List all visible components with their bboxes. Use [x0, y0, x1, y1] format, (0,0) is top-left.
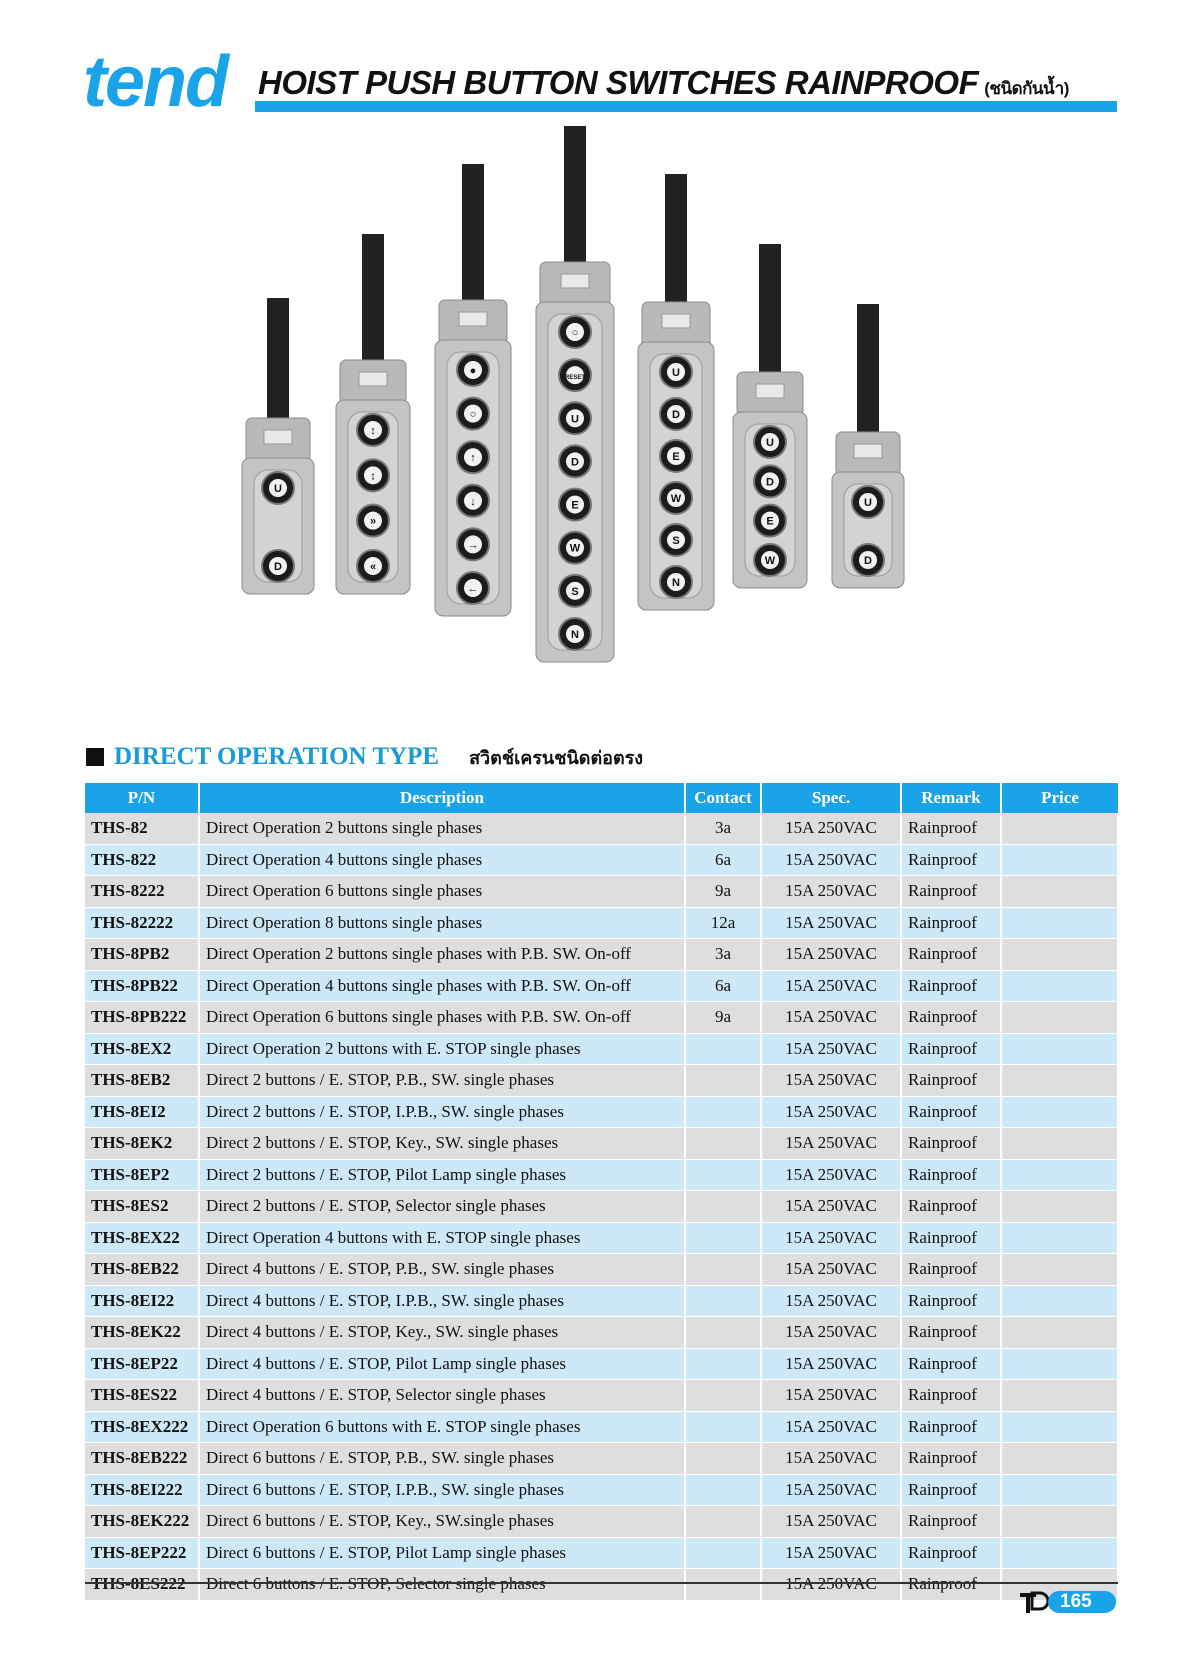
- cell-contact: [685, 1128, 761, 1160]
- cell-spec: 15A 250VAC: [761, 1537, 901, 1569]
- pendant-button-label: U: [571, 413, 579, 426]
- cell-spec: 15A 250VAC: [761, 1285, 901, 1317]
- cell-remark: Rainproof: [901, 1096, 1001, 1128]
- pendant-button-label: ←: [467, 583, 479, 595]
- cell-description: Direct Operation 6 buttons single phases: [199, 876, 685, 908]
- cell-price: [1001, 1348, 1118, 1380]
- cell-spec: 15A 250VAC: [761, 939, 901, 971]
- cell-price: [1001, 907, 1118, 939]
- pendant-1: [242, 298, 314, 594]
- pendant-button-label: U: [672, 367, 680, 379]
- cell-remark: Rainproof: [901, 813, 1001, 844]
- cell-pn: THS-8EP22: [85, 1348, 199, 1380]
- cell-spec: 15A 250VAC: [761, 1096, 901, 1128]
- table-row: [85, 844, 1118, 876]
- cell-price: [1001, 1222, 1118, 1254]
- table-row: [85, 1191, 1118, 1223]
- cell-spec: 15A 250VAC: [761, 1191, 901, 1223]
- cell-pn: THS-8EK222: [85, 1506, 199, 1538]
- table-row: [85, 1159, 1118, 1191]
- pendant-button-label: ○: [469, 408, 477, 421]
- table-row: [85, 1411, 1118, 1443]
- header-price: Price: [1001, 783, 1118, 813]
- header-contact: Contact: [685, 783, 761, 813]
- pendant-button: [852, 486, 884, 518]
- cell-price: [1001, 1096, 1118, 1128]
- header-pn: P/N: [85, 783, 199, 813]
- pendant-5: [638, 174, 714, 610]
- cell-contact: [685, 1537, 761, 1569]
- cell-price: [1001, 813, 1118, 844]
- cell-spec: 15A 250VAC: [761, 1222, 901, 1254]
- cell-remark: Rainproof: [901, 1348, 1001, 1380]
- cell-remark: Rainproof: [901, 844, 1001, 876]
- cell-pn: THS-8EB2: [85, 1065, 199, 1097]
- pendant-button-label: «: [369, 561, 377, 573]
- cell-remark: Rainproof: [901, 1285, 1001, 1317]
- cell-pn: THS-8EB22: [85, 1254, 199, 1286]
- cell-contact: [685, 1285, 761, 1317]
- cell-contact: [685, 1096, 761, 1128]
- cell-price: [1001, 876, 1118, 908]
- cell-description: Direct 2 buttons / E. STOP, Key., SW. single phases: [199, 1128, 685, 1160]
- cell-price: [1001, 1411, 1118, 1443]
- header-spec: Spec.: [761, 783, 901, 813]
- section-heading: [86, 742, 643, 772]
- pendant-button: [457, 398, 489, 430]
- brand-logo: tend: [83, 42, 227, 122]
- cell-pn: THS-8PB22: [85, 970, 199, 1002]
- cell-description: Direct 4 buttons / E. STOP, Pilot Lamp single phases: [199, 1348, 685, 1380]
- pendant-button-label: E: [766, 515, 774, 528]
- cell-contact: [685, 1380, 761, 1412]
- pendant-button-label: W: [670, 493, 682, 505]
- pendant-button-label: »: [369, 515, 377, 528]
- cell-spec: 15A 250VAC: [761, 1506, 901, 1538]
- table-row: [85, 1002, 1118, 1034]
- pendant-button-label: ↕: [370, 470, 376, 483]
- table-row: [85, 1569, 1118, 1601]
- cell-description: Direct Operation 2 buttons single phases with P.B. SW. On-off: [199, 939, 685, 971]
- cell-description: Direct 2 buttons / E. STOP, I.P.B., SW. single phases: [199, 1096, 685, 1128]
- pendant-button-label: N: [672, 577, 680, 589]
- page-number-badge: [1018, 1590, 1118, 1616]
- cell-spec: 15A 250VAC: [761, 1411, 901, 1443]
- cell-price: [1001, 1506, 1118, 1538]
- cell-contact: [685, 1506, 761, 1538]
- cell-pn: THS-8ES2: [85, 1191, 199, 1223]
- cell-description: Direct 4 buttons / E. STOP, I.P.B., SW. single phases: [199, 1285, 685, 1317]
- pendant-6: [733, 244, 807, 588]
- cell-description: Direct 2 buttons / E. STOP, Pilot Lamp single phases: [199, 1159, 685, 1191]
- cell-remark: Rainproof: [901, 1222, 1001, 1254]
- cell-pn: THS-8PB2: [85, 939, 199, 971]
- pendant-button-label: ●: [469, 365, 477, 377]
- cell-pn: THS-8EX22: [85, 1222, 199, 1254]
- pendant-button: [852, 544, 884, 576]
- pendant-button: [559, 445, 591, 477]
- cell-price: [1001, 1317, 1118, 1349]
- table-row: [85, 1506, 1118, 1538]
- pendant-button: [559, 402, 591, 434]
- pendant-button: [457, 572, 489, 604]
- page-title-text: HOIST PUSH BUTTON SWITCHES RAINPROOF: [258, 64, 979, 101]
- cell-spec: [761, 1569, 901, 1601]
- table-body: [85, 813, 1118, 1600]
- pendant-button-label: W: [569, 542, 581, 555]
- pendant-button: [754, 465, 786, 497]
- cell-remark: Rainproof: [901, 970, 1001, 1002]
- cell-description: Direct Operation 4 buttons with E. STOP single phases: [199, 1222, 685, 1254]
- pendant-button: [262, 550, 294, 582]
- cell-contact: 6a: [685, 844, 761, 876]
- cell-remark: Rainproof: [901, 1537, 1001, 1569]
- cell-pn: THS-8EB222: [85, 1443, 199, 1475]
- table-row: [85, 1443, 1118, 1475]
- pendant-button: [660, 356, 692, 388]
- cell-description: Direct 6 buttons / E. STOP, I.P.B., SW. single phases: [199, 1474, 685, 1506]
- section-bullet-icon: [86, 748, 104, 766]
- cell-pn: THS-822: [85, 844, 199, 876]
- pendant-button-label: D: [766, 476, 774, 489]
- table-row: [85, 1537, 1118, 1569]
- cell-pn: THS-8EP222: [85, 1537, 199, 1569]
- cell-description: Direct 4 buttons / E. STOP, P.B., SW. single phases: [199, 1254, 685, 1286]
- cell-pn: THS-8EP2: [85, 1159, 199, 1191]
- table-row: [85, 1096, 1118, 1128]
- cell-remark: Rainproof: [901, 1065, 1001, 1097]
- pendant-2: [336, 234, 410, 594]
- cell-contact: 9a: [685, 876, 761, 908]
- cell-price: [1001, 1443, 1118, 1475]
- cell-pn: THS-82222: [85, 907, 199, 939]
- pendant-button: [754, 505, 786, 537]
- cell-contact: [685, 1474, 761, 1506]
- cell-contact: 12a: [685, 907, 761, 939]
- pendant-button: [357, 459, 389, 491]
- cell-description: [199, 1569, 685, 1601]
- pendant-button-label: E: [571, 499, 579, 512]
- cell-remark: Rainproof: [901, 939, 1001, 971]
- cell-spec: 15A 250VAC: [761, 813, 901, 844]
- tp-logo-icon: [1018, 1590, 1052, 1616]
- pendant-4: [536, 126, 614, 662]
- cell-remark: Rainproof: [901, 876, 1001, 908]
- cell-description: Direct Operation 4 buttons single phases: [199, 844, 685, 876]
- cell-remark: Rainproof: [901, 1506, 1001, 1538]
- cell-spec: 15A 250VAC: [761, 1474, 901, 1506]
- table-row: [85, 907, 1118, 939]
- cell-remark: [901, 1569, 1001, 1601]
- pendant-button: [559, 359, 591, 391]
- cell-price: [1001, 939, 1118, 971]
- table-row: [85, 1128, 1118, 1160]
- table-row: [85, 939, 1118, 971]
- pendant-button: [559, 489, 591, 521]
- section-title: DIRECT OPERATION TYPE: [114, 743, 440, 770]
- table-row: [85, 813, 1118, 844]
- cell-description: Direct Operation 6 buttons single phases with P.B. SW. On-off: [199, 1002, 685, 1034]
- cell-price: [1001, 1285, 1118, 1317]
- cell-contact: [685, 1411, 761, 1443]
- cell-description: Direct 4 buttons / E. STOP, Selector single phases: [199, 1380, 685, 1412]
- table-bottom-rule: [85, 1582, 1118, 1584]
- cell-remark: Rainproof: [901, 1033, 1001, 1065]
- pendant-button-label: D: [864, 555, 872, 567]
- cell-price: [1001, 1033, 1118, 1065]
- cell-price: [1001, 1254, 1118, 1286]
- cell-price: [1001, 844, 1118, 876]
- pendant-button: [660, 440, 692, 472]
- cell-remark: Rainproof: [901, 1191, 1001, 1223]
- pendant-button-label: U: [274, 483, 282, 495]
- cell-description: Direct Operation 4 buttons single phases with P.B. SW. On-off: [199, 970, 685, 1002]
- cell-description: Direct Operation 6 buttons with E. STOP single phases: [199, 1411, 685, 1443]
- cell-contact: [685, 1254, 761, 1286]
- table-row: [85, 876, 1118, 908]
- cell-spec: 15A 250VAC: [761, 1348, 901, 1380]
- cell-contact: [685, 1317, 761, 1349]
- table-row: [85, 970, 1118, 1002]
- header-remark: Remark: [901, 783, 1001, 813]
- cell-description: Direct Operation 2 buttons single phases: [199, 813, 685, 844]
- pendant-button: [754, 544, 786, 576]
- pendant-button-label: D: [571, 456, 579, 469]
- pendant-button: [559, 532, 591, 564]
- cell-contact: [685, 1191, 761, 1223]
- table-row: [85, 1033, 1118, 1065]
- cell-spec: 15A 250VAC: [761, 1128, 901, 1160]
- cell-contact: 6a: [685, 970, 761, 1002]
- pendant-button: [457, 441, 489, 473]
- pendant-button-label: W: [764, 555, 776, 567]
- cell-price: [1001, 970, 1118, 1002]
- cell-remark: Rainproof: [901, 1411, 1001, 1443]
- table-row: [85, 1317, 1118, 1349]
- pendant-button: [754, 426, 786, 458]
- cell-contact: [685, 1222, 761, 1254]
- pendant-button: [357, 414, 389, 446]
- cell-spec: 15A 250VAC: [761, 1254, 901, 1286]
- cell-spec: 15A 250VAC: [761, 844, 901, 876]
- pendant-button: [457, 485, 489, 517]
- table-row: [85, 1348, 1118, 1380]
- cell-pn: THS-8EK2: [85, 1128, 199, 1160]
- cell-remark: Rainproof: [901, 1128, 1001, 1160]
- page-title: [258, 64, 1069, 102]
- cell-contact: [685, 1443, 761, 1475]
- pendant-button: [357, 505, 389, 537]
- pendant-button-label: U: [864, 497, 872, 509]
- table-row: [85, 1065, 1118, 1097]
- cell-price: [1001, 1380, 1118, 1412]
- cell-contact: 3a: [685, 939, 761, 971]
- pendant-button: [559, 575, 591, 607]
- pendant-button-label: S: [672, 535, 680, 547]
- cell-contact: [685, 1033, 761, 1065]
- cell-price: [1001, 1128, 1118, 1160]
- header-description: Description: [199, 783, 685, 813]
- cell-pn: THS-8EK22: [85, 1317, 199, 1349]
- pendant-button-label: ↕: [370, 425, 376, 437]
- cell-description: Direct Operation 8 buttons single phases: [199, 907, 685, 939]
- page-number: 165: [1060, 1591, 1092, 1612]
- cell-description: Direct 2 buttons / E. STOP, Selector single phases: [199, 1191, 685, 1223]
- pendant-button: [457, 528, 489, 560]
- cell-pn: THS-8EX2: [85, 1033, 199, 1065]
- cell-contact: [685, 1065, 761, 1097]
- table-row: [85, 1222, 1118, 1254]
- cell-remark: Rainproof: [901, 1002, 1001, 1034]
- cell-price: [1001, 1474, 1118, 1506]
- pendant-button: [660, 398, 692, 430]
- cell-remark: Rainproof: [901, 1317, 1001, 1349]
- pendant-button-label: S: [571, 585, 579, 598]
- cell-pn: THS-8EI2: [85, 1096, 199, 1128]
- table-row: [85, 1380, 1118, 1412]
- cell-pn: THS-8PB222: [85, 1002, 199, 1034]
- cell-remark: Rainproof: [901, 1474, 1001, 1506]
- table-row: [85, 1254, 1118, 1286]
- pendant-button-label: →: [467, 539, 479, 552]
- cell-description: Direct 6 buttons / E. STOP, Key., SW.single phases: [199, 1506, 685, 1538]
- pendant-button-label: D: [672, 409, 680, 421]
- pendant-button: [559, 618, 591, 650]
- cell-spec: 15A 250VAC: [761, 970, 901, 1002]
- product-table: [85, 783, 1119, 1601]
- cell-contact: [685, 1569, 761, 1601]
- cell-price: [1001, 1191, 1118, 1223]
- table-header-row: [85, 783, 1118, 813]
- cell-spec: 15A 250VAC: [761, 1002, 901, 1034]
- cell-spec: 15A 250VAC: [761, 907, 901, 939]
- cell-contact: [685, 1348, 761, 1380]
- cell-pn: THS-8ES22: [85, 1380, 199, 1412]
- cell-contact: 3a: [685, 813, 761, 844]
- pendant-button: [660, 524, 692, 556]
- cell-price: [1001, 1065, 1118, 1097]
- cell-spec: 15A 250VAC: [761, 876, 901, 908]
- pendant-button: [660, 482, 692, 514]
- cell-description: Direct 2 buttons / E. STOP, P.B., SW. single phases: [199, 1065, 685, 1097]
- cell-spec: 15A 250VAC: [761, 1380, 901, 1412]
- cell-description: Direct 6 buttons / E. STOP, P.B., SW. single phases: [199, 1443, 685, 1475]
- pendant-button-label: RESET: [564, 375, 586, 382]
- cell-pn: THS-8EI222: [85, 1474, 199, 1506]
- pendant-button-label: E: [672, 451, 680, 463]
- cell-description: Direct 4 buttons / E. STOP, Key., SW. single phases: [199, 1317, 685, 1349]
- cell-remark: Rainproof: [901, 1254, 1001, 1286]
- pendant-7: [832, 304, 904, 588]
- cell-pn: [85, 1569, 199, 1601]
- cell-spec: 15A 250VAC: [761, 1443, 901, 1475]
- cell-spec: 15A 250VAC: [761, 1065, 901, 1097]
- pendant-button: [262, 472, 294, 504]
- pendant-button-label: ○: [571, 327, 579, 339]
- pendant-button-label: ↑: [470, 452, 476, 465]
- pendant-button: [357, 550, 389, 582]
- cell-remark: Rainproof: [901, 1443, 1001, 1475]
- cell-spec: 15A 250VAC: [761, 1317, 901, 1349]
- pendant-button-label: ↓: [470, 495, 476, 508]
- cell-description: Direct 6 buttons / E. STOP, Pilot Lamp single phases: [199, 1537, 685, 1569]
- pendant-button: [457, 354, 489, 386]
- table-row: [85, 1285, 1118, 1317]
- section-title-thai: สวิตช์เครนชนิดต่อตรง: [469, 747, 644, 768]
- pendant-3: [435, 164, 511, 616]
- cell-pn: THS-8EI22: [85, 1285, 199, 1317]
- page-title-thai: (ชนิดกันน้ำ): [984, 79, 1069, 98]
- cell-price: [1001, 1537, 1118, 1569]
- pendant-button-label: D: [274, 561, 282, 573]
- title-underline-bar: [255, 101, 1117, 112]
- pendant-button-label: N: [571, 629, 579, 641]
- cell-description: Direct Operation 2 buttons with E. STOP single phases: [199, 1033, 685, 1065]
- pendant-button-label: U: [766, 437, 774, 449]
- cell-remark: Rainproof: [901, 1159, 1001, 1191]
- cell-price: [1001, 1002, 1118, 1034]
- cell-remark: Rainproof: [901, 907, 1001, 939]
- cell-contact: 9a: [685, 1002, 761, 1034]
- cell-pn: THS-82: [85, 813, 199, 844]
- cell-pn: THS-8222: [85, 876, 199, 908]
- cell-spec: 15A 250VAC: [761, 1033, 901, 1065]
- product-photo: [238, 126, 968, 706]
- cell-remark: Rainproof: [901, 1380, 1001, 1412]
- cell-pn: THS-8EX222: [85, 1411, 199, 1443]
- cell-price: [1001, 1159, 1118, 1191]
- table-row: [85, 1474, 1118, 1506]
- cell-spec: 15A 250VAC: [761, 1159, 901, 1191]
- pendant-button: [660, 566, 692, 598]
- pendant-button: [559, 316, 591, 348]
- cell-contact: [685, 1159, 761, 1191]
